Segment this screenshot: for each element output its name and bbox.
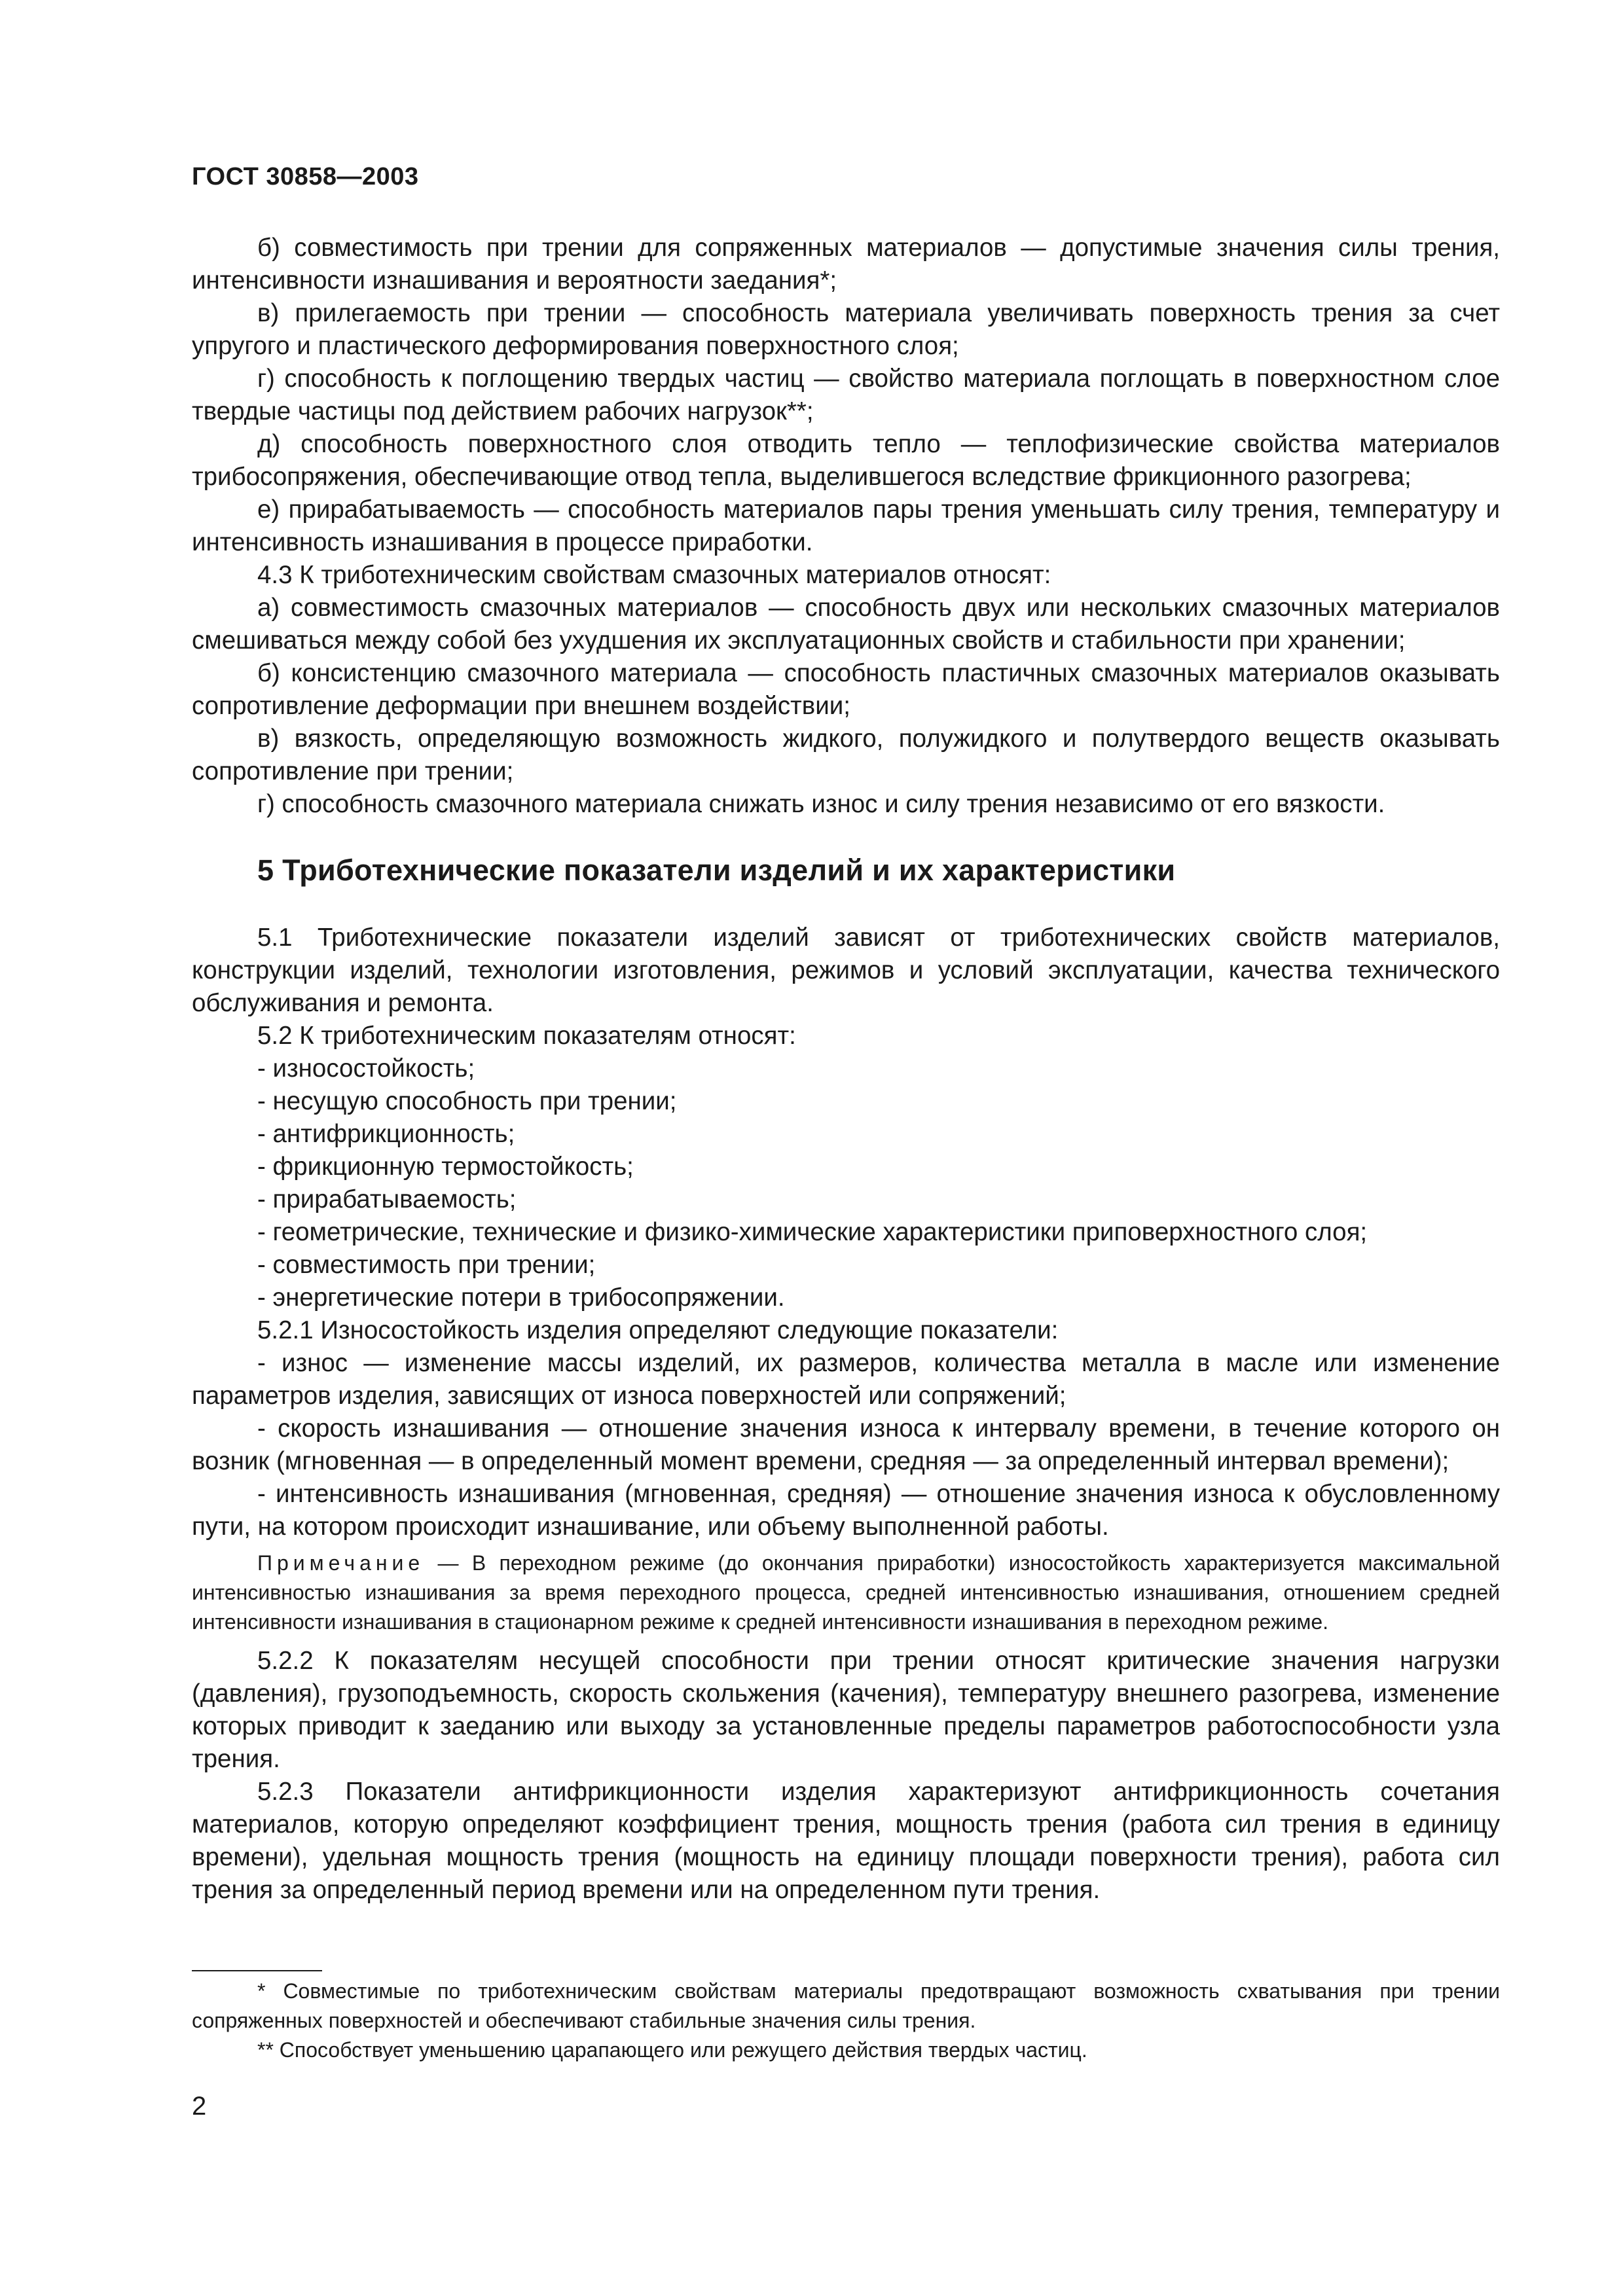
note — [192, 1549, 1500, 1637]
section-5-heading: 5 Триботехнические показатели изделий и их характеристики — [257, 853, 1176, 887]
list-item: - антифрикционность; — [257, 1120, 515, 1148]
footnotes — [192, 1977, 1500, 2065]
document-body — [192, 232, 1500, 1907]
list-item: - геометрические, технические и физико-химические характеристики приповерхностного слоя; — [257, 1218, 1368, 1246]
list-item: - фрикционную термостойкость; — [257, 1153, 634, 1181]
list-item: - прирабатываемость; — [257, 1185, 517, 1213]
paragraph-4-3-g: г) способность смазочного материала снижать износ и силу трения независимо от его вязкости. — [257, 790, 1385, 818]
note-text: — В переходном режиме (до окончания приработки) износостойкость характеризуется максимальной интенсивностью изнашивания за время переходного процесса, средней интенсивностью изнашивания, отношением средней интенсивности изнашивания в стационарном режиме к средней интенсивности изнашивания в переходном режиме. — [192, 1551, 1500, 1634]
paragraph-5-2-3: 5.2.3 Показатели антифрикционности изделия характеризуют антифрикционность сочетания материалов, которую определяют коэффициент трения, мощность трения (работа сил трения в единицу времени), удельная мощность трения (мощность на единицу площади поверхности трения), работа сил трения за определенный период времени или на определенном пути трения. — [192, 1778, 1500, 1904]
list-item: - износ — изменение массы изделий, их размеров, количества металла в масле или изменение параметров изделия, зависящих от износа поверхностей или сопряжений; — [192, 1349, 1500, 1410]
paragraph-4-2-g: г) способность к поглощению твердых частиц — свойство материала поглощать в поверхностном слое твердые частицы под действием рабочих нагрузок**; — [192, 365, 1500, 425]
list-item: - совместимость при трении; — [257, 1251, 596, 1279]
document-header: ГОСТ 30858—2003 — [192, 163, 419, 190]
paragraph-4-3: 4.3 К триботехническим свойствам смазочных материалов относят: — [257, 561, 1051, 589]
list-item: - энергетические потери в трибосопряжении. — [257, 1283, 785, 1312]
page-number: 2 — [192, 2092, 207, 2121]
paragraph-4-3-v: в) вязкость, определяющую возможность жидкого, полужидкого и полутвердого веществ оказывать сопротивление при трении; — [192, 725, 1500, 785]
paragraph-5-1: 5.1 Триботехнические показатели изделий зависят от триботехнических свойств материалов, конструкции изделий, технологии изготовления, режимов и условий эксплуатации, качества технического обслуживания и ремонта. — [192, 924, 1500, 1017]
list-item: - интенсивность изнашивания (мгновенная, средняя) — отношение значения износа к обусловленному пути, на котором происходит изнашивание, или объему выполненной работы. — [192, 1480, 1500, 1541]
list-item: - несущую способность при трении; — [257, 1087, 677, 1115]
footnote-1: * Совместимые по триботехническим свойствам материалы предотвращают возможность схватывания при трении сопряженных поверхностей и обеспечивают стабильные значения силы трения. — [192, 1979, 1500, 2032]
paragraph-4-2-v: в) прилегаемость при трении — способность материала увеличивать поверхность трения за счет упругого и пластического деформирования поверхностного слоя; — [192, 299, 1500, 360]
list-item: - износостойкость; — [257, 1054, 475, 1083]
footnote-separator — [192, 1970, 322, 1971]
paragraph-5-2-1: 5.2.1 Износостойкость изделия определяют следующие показатели: — [257, 1316, 1059, 1344]
list-item: - скорость изнашивания — отношение значения износа к интервалу времени, в течение которого он возник (мгновенная — в определенный момент времени, средняя — за определенный интервал времени); — [192, 1414, 1500, 1475]
paragraph-5-2: 5.2 К триботехническим показателям относят: — [257, 1022, 796, 1050]
paragraph-4-3-a: а) совместимость смазочных материалов — способность двух или нескольких смазочных материалов смешиваться между собой без ухудшения их эксплуатационных свойств и стабильности при хранении; — [192, 594, 1500, 655]
paragraph-4-2-d: д) способность поверхностного слоя отводить тепло — теплофизические свойства материалов трибосопряжения, обеспечивающие отвод тепла, выделившегося вследствие фрикционного разогрева; — [192, 430, 1500, 491]
paragraph-4-2-e: е) прирабатываемость — способность материалов пары трения уменьшать силу трения, температуру и интенсивность изнашивания в процессе приработки. — [192, 495, 1500, 556]
note-label: Примечание — [257, 1551, 425, 1575]
paragraph-4-3-b: б) консистенцию смазочного материала — способность пластичных смазочных материалов оказывать сопротивление деформации при внешнем воздействии; — [192, 659, 1500, 720]
paragraph-4-2-b: б) совместимость при трении для сопряженных материалов — допустимые значения силы трения, интенсивности изнашивания и вероятности заедания*; — [192, 234, 1500, 295]
paragraph-5-2-2: 5.2.2 К показателям несущей способности при трении относят критические значения нагрузки (давления), грузоподъемность, скорость скольжения (качения), температуру внешнего разогрева, изменение которых приводит к заеданию или выходу за установленные пределы параметров работоспособности узла трения. — [192, 1647, 1500, 1773]
footnote-2: ** Способствует уменьшению царапающего или режущего действия твердых частиц. — [257, 2038, 1087, 2062]
